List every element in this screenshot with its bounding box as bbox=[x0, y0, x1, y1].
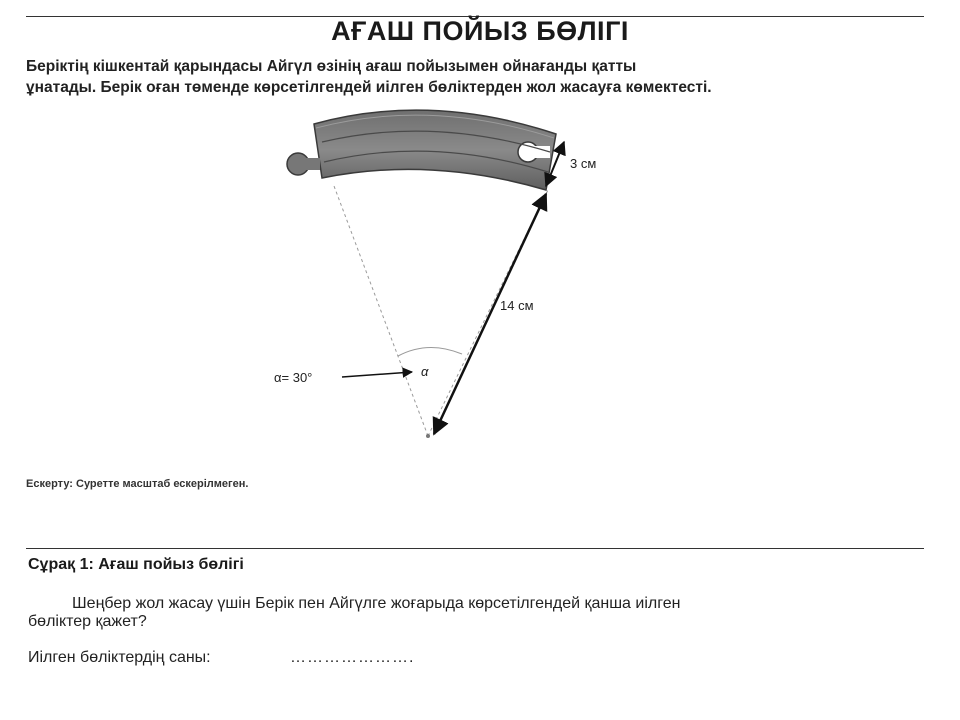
center-point bbox=[426, 434, 430, 438]
section-divider bbox=[26, 548, 924, 549]
angle-symbol: α bbox=[421, 364, 429, 379]
intro-line-1: Беріктің кішкентай қарындасы Айгүл өзінің ағаш пойызымен ойнағанды қатты bbox=[26, 58, 637, 75]
curved-track-piece bbox=[287, 110, 556, 190]
question-text-line-2: бөліктер қажет? bbox=[28, 613, 147, 630]
answer-label: Иілген бөліктердің саны: bbox=[28, 649, 211, 666]
angle-arc bbox=[398, 347, 462, 356]
page-title: АҒАШ ПОЙЫЗ БӨЛІГІ bbox=[331, 16, 629, 46]
radius-dimension-arrow bbox=[434, 194, 546, 434]
angle-pointer-arrow bbox=[342, 372, 412, 377]
radius-label: 14 см bbox=[500, 298, 534, 313]
left-radius-dashed-line bbox=[334, 186, 428, 436]
answer-blank[interactable]: …………………. bbox=[290, 649, 415, 666]
scale-note: Ескерту: Суретте масштаб ескерілмеген. bbox=[26, 478, 249, 490]
width-label: 3 см bbox=[570, 156, 597, 171]
question-text-line-1: Шеңбер жол жасау үшін Берік пен Айгүлге жоғарыда көрсетілгендей қанша иілген bbox=[72, 595, 681, 612]
angle-label: α= 30° bbox=[274, 370, 313, 385]
intro-line-2: ұнатады. Берік оған төменде көрсетілгендей иілген бөліктерден жол жасауға көмектесті. bbox=[26, 79, 712, 96]
question-title: Сұрақ 1: Ағаш пойыз бөлігі bbox=[28, 556, 244, 573]
